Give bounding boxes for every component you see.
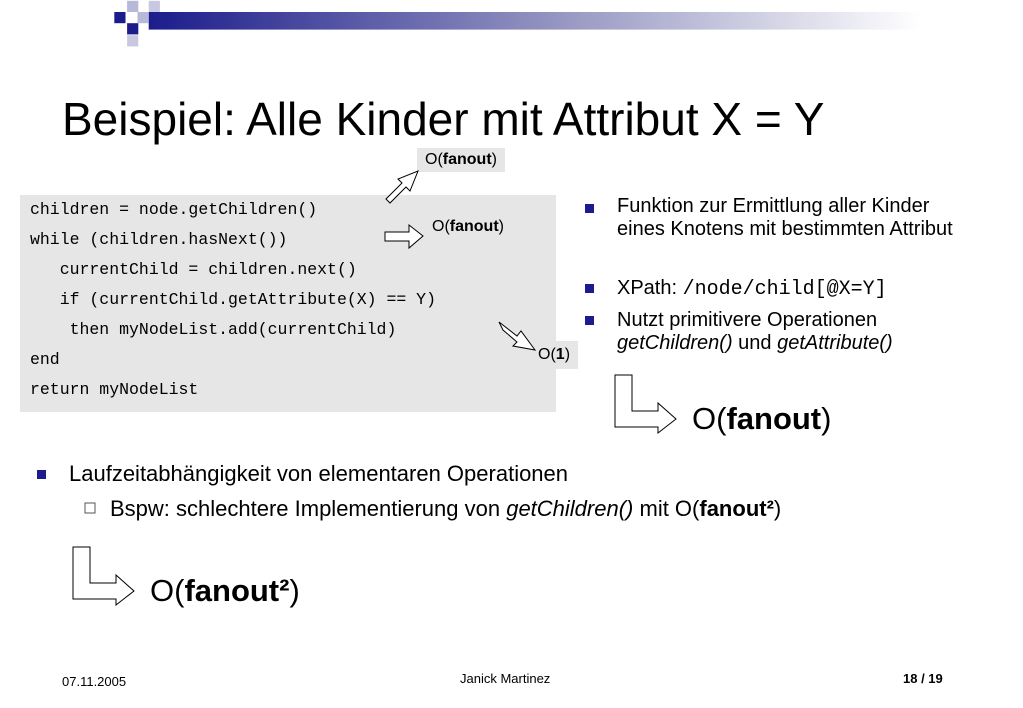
- sub-bullet-text: Bspw: schlechtere Implementierung von getChildren() mit O(fanout²): [110, 496, 782, 521]
- footer-author: Janick Martinez: [460, 671, 551, 686]
- bullet-text: Laufzeitabhängigkeit von elementaren Operationen: [69, 461, 569, 486]
- arrow-icon: [383, 222, 425, 252]
- code-line: end: [30, 350, 60, 369]
- complexity-tag-2: O(fanout): [422, 213, 516, 245]
- code-line: children = node.getChildren(): [30, 200, 318, 219]
- page-number: 18 / 19: [903, 671, 943, 686]
- bullet-text: Nutzt primitivere Operationen getChildren() und getAttribute(): [617, 309, 893, 354]
- slide-title: Beispiel: Alle Kinder mit Attribut X = Y: [62, 93, 825, 145]
- bent-arrow-icon: [70, 545, 138, 607]
- arrow-icon: [380, 165, 425, 205]
- footer-date: 07.11.2005: [62, 674, 127, 689]
- code-line: currentChild = children.next(): [30, 260, 357, 279]
- code-line: while (children.hasNext()): [30, 230, 288, 249]
- bullet-text: Funktion zur Ermittlung aller Kinder eines Knotens mit bestimmten Attribut: [617, 195, 953, 240]
- arrow-icon: [495, 312, 540, 354]
- code-line: return myNodeList: [30, 380, 199, 399]
- bullet-icon: [585, 204, 594, 213]
- complexity-tag-3: O(1): [530, 341, 578, 369]
- checkbox-bullet-icon: [84, 502, 96, 514]
- bullet-icon: [585, 316, 594, 325]
- result-complexity: O(fanout): [692, 401, 832, 436]
- header-decoration: [0, 0, 1023, 48]
- bent-arrow-icon: [612, 373, 680, 435]
- bullet-text: XPath: /node/child[@X=Y]: [617, 277, 887, 301]
- code-line: then myNodeList.add(currentChild): [30, 320, 397, 339]
- complexity-tag-1: O(fanout): [417, 148, 505, 172]
- bullet-icon: [37, 470, 46, 479]
- bullet-icon: [585, 284, 594, 293]
- code-line: if (currentChild.getAttribute(X) == Y): [30, 290, 436, 309]
- result-complexity: O(fanout²): [150, 573, 300, 608]
